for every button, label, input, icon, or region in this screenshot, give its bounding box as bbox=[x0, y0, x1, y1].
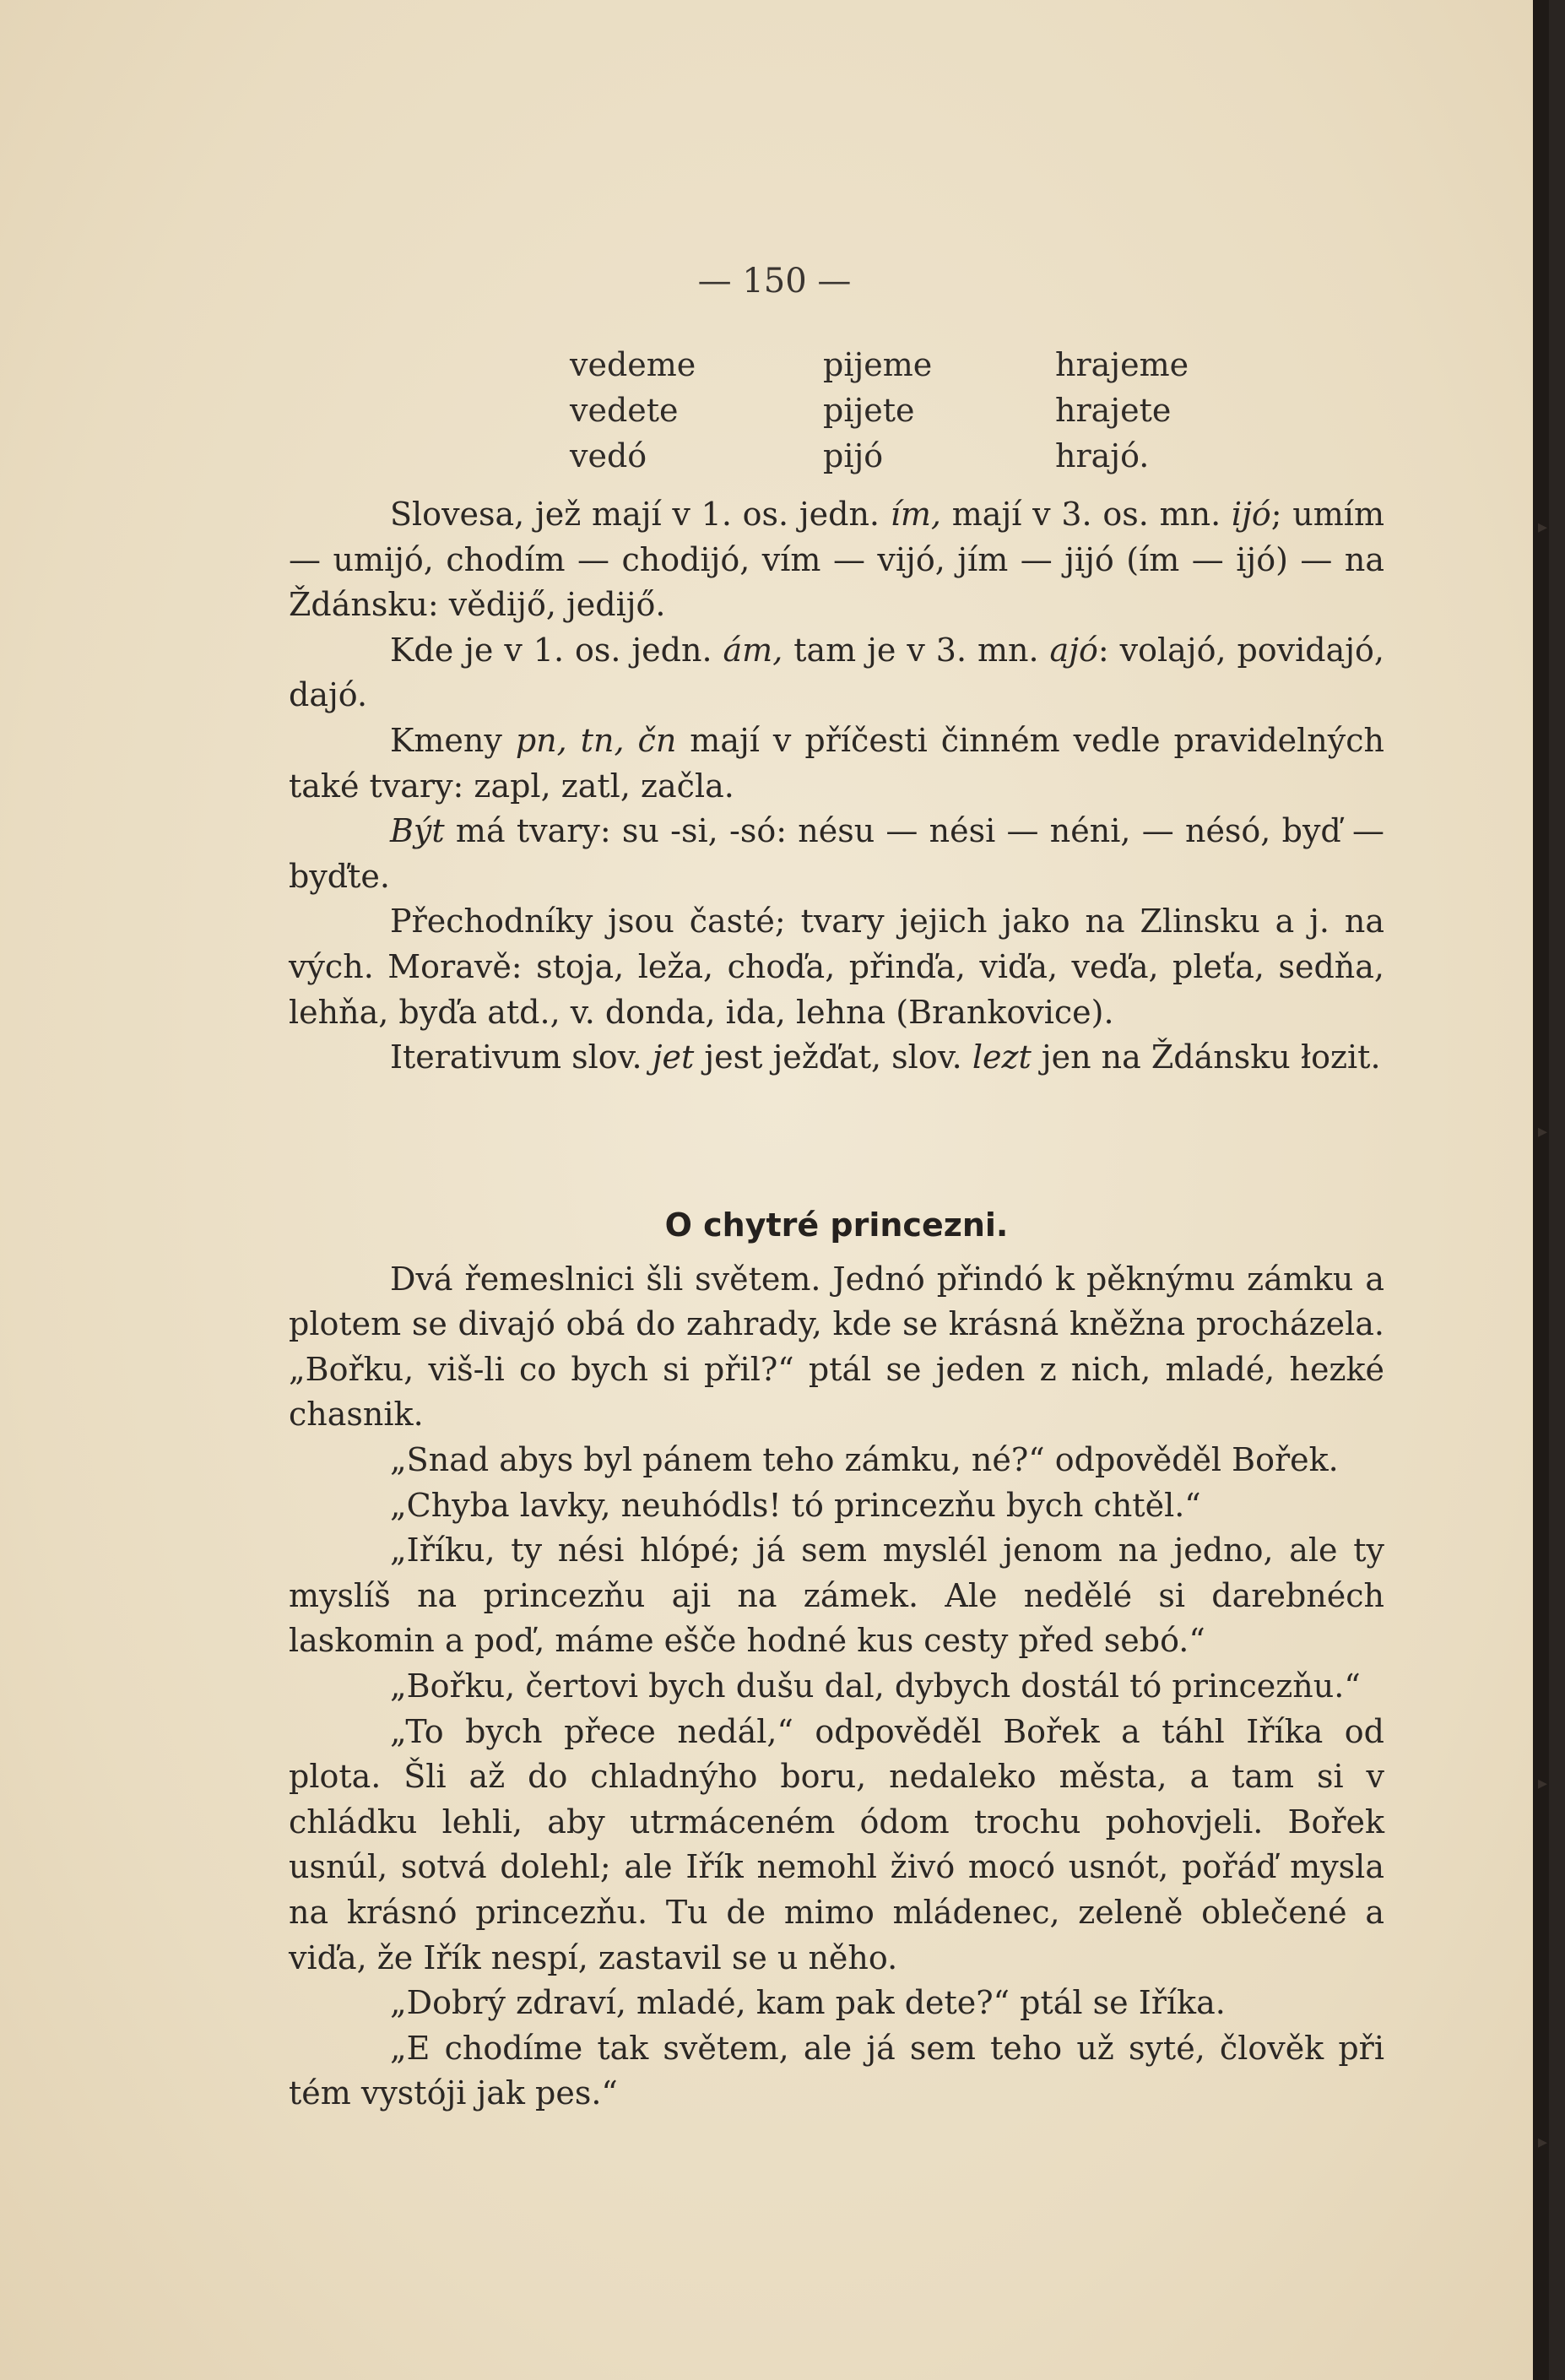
note-paragraph: Být má tvary: su -si, -só: nésu — nési — néni, — nésó, byď — byďte. bbox=[289, 812, 1384, 895]
conjugation-cell: pijete bbox=[823, 392, 915, 429]
conjugation-row bbox=[570, 388, 1189, 433]
grammar-notes bbox=[289, 492, 1384, 1081]
story-paragraph: „Snad abys byl pánem teho zámku, né?“ odpověděl Bořek. bbox=[390, 1440, 1339, 1478]
note-paragraph: Kde je v 1. os. jedn. ám, tam je v 3. mn. ajó: volajó, povidajó, dajó. bbox=[289, 631, 1385, 714]
note-paragraph: Přechodníky jsou časté; tvary jejich jako na Zlinsku a j. na vých. Moravě: stoja, leža, choďa, přinďa, viďa, veďa, pleťa, sedňa, lehňa, byďa atd., v. donda, ida, lehna (Brankovice). bbox=[289, 903, 1384, 1031]
story-paragraph: „Bořku, čertovi bych dušu dal, dybych dostál tó princezňu.“ bbox=[390, 1667, 1361, 1705]
conjugation-cell: vedó bbox=[570, 437, 647, 474]
margin-mark: ▸ bbox=[1538, 517, 1548, 538]
conjugation-cell: pijó bbox=[823, 437, 884, 474]
story-title: O chytré princezni. bbox=[664, 1206, 1009, 1244]
story-paragraph: „E chodíme tak světem, ale já sem teho už syté, člověk při tém vystóji jak pes.“ bbox=[289, 2029, 1384, 2112]
story-paragraph: Dvá řemeslnici šli světem. Jednó přindó k pěknýmu zámku a plotem se divajó obá do zahrady, kde se krásná kněžna procházela. „Bořku, viš-li co bych si přil?“ ptál se jeden z nich, mladé, hezké chasnik. bbox=[289, 1260, 1384, 1434]
margin-mark: ▸ bbox=[1538, 1773, 1548, 1794]
conjugation-cell: hrajeme bbox=[1055, 346, 1189, 383]
story-paragraph: „Iříku, ty nési hlópé; já sem myslél jenom na jedno, ale ty myslíš na princezňu aji na zámek. Ale nedělé si darebnéch laskomin a poď, máme ešče hodné kus cesty před sebó.“ bbox=[289, 1532, 1384, 1660]
book-spine bbox=[1533, 0, 1549, 2380]
conjugation-cell: hrajete bbox=[1055, 392, 1172, 429]
margin-mark: ▸ bbox=[1538, 1121, 1548, 1142]
conjugation-row bbox=[570, 433, 1189, 479]
story-paragraph: „Dobrý zdraví, mladé, kam pak dete?“ ptál se Iříka. bbox=[390, 1984, 1226, 2022]
story-paragraph: „To bych přece nedál,“ odpověděl Bořek a táhl Iříka od plota. Šli až do chladnýho boru, nedaleko městа, a tam si v chládku lehli, aby utrmáceném ódom trochu pohovjeli. Bořek usnúl, sotvá dolehl; ale Iřík nemohl živó mocó usnót, pořáď mysla na krásnó princezňu. Tu de mimo mládenec, zeleně oblečené a viďa, že Iřík nespí, zastavil se u něho. bbox=[289, 1712, 1384, 1976]
conjugation-cell: vedeme bbox=[570, 346, 696, 383]
margin-mark: ▸ bbox=[1538, 2132, 1548, 2153]
story-section bbox=[289, 1203, 1384, 2117]
story-paragraph: „Chyba lavky, neuhódls! tó princezňu bych chtěl.“ bbox=[390, 1486, 1201, 1524]
conjugation-cell: hrajó. bbox=[1055, 437, 1150, 474]
conjugation-row bbox=[570, 342, 1189, 388]
note-paragraph: Iterativum slov. jet jest ježďat, slov. lezt jen na Ždánsku łozit. bbox=[390, 1038, 1381, 1076]
conjugation-table bbox=[570, 342, 1189, 479]
note-paragraph: Slovesa, jež mají v 1. os. jedn. ím, mají v 3. os. mn. ijó; umím — umijó, chodím — chodijó, vím — vijó, jím — jijó (ím — ijó) — na Ždánsku: vědijő, jedijő. bbox=[289, 496, 1384, 624]
conjugation-cell: pijeme bbox=[823, 346, 933, 383]
conjugation-cell: vedete bbox=[570, 392, 679, 429]
page-number: — 150 — bbox=[697, 262, 852, 301]
note-paragraph: Kmeny pn, tn, čn mají v příčesti činném vedle pravidelných také tvary: zapl, zatl, začla. bbox=[289, 721, 1384, 805]
